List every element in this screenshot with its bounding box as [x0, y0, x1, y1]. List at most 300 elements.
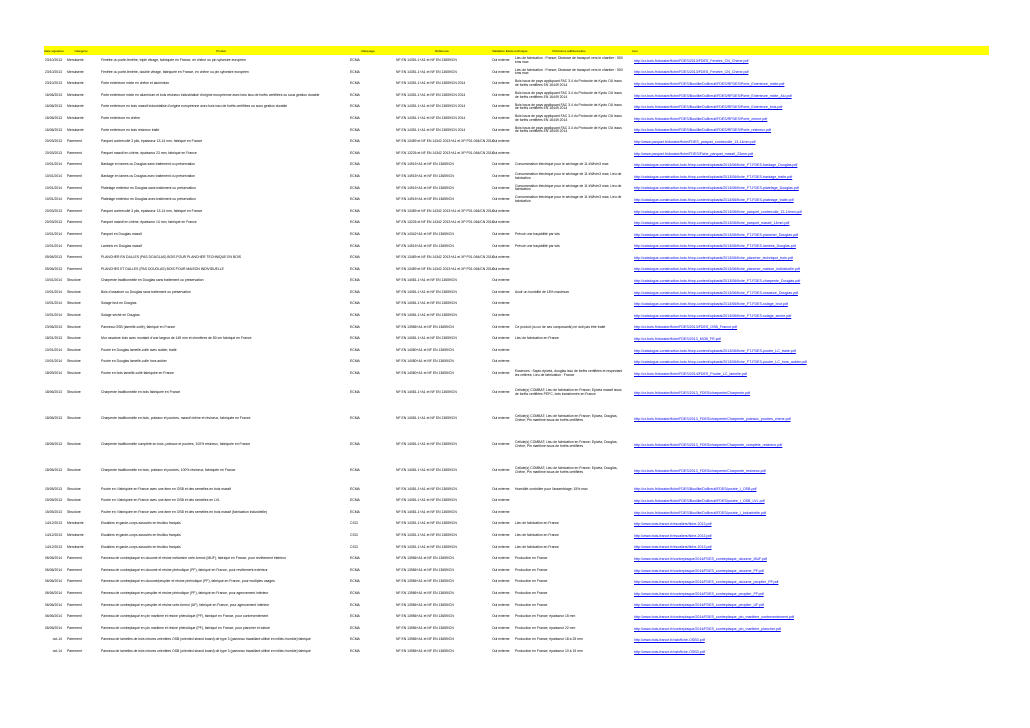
- cell-marquage: ECMA: [350, 324, 360, 329]
- table-row: [44, 287, 989, 299]
- cell-lien-link[interactable]: http://catalogue-construction-bois.fr/wp-content/uploads/2013/06/fiche_FT-FDES-ossature_Douglas.pdf: [634, 290, 799, 295]
- cell-observations: Production en France; épaisseur 22 mm: [515, 625, 576, 630]
- cell-date: 06/06/2014: [45, 579, 62, 584]
- cell-date: oct-14: [52, 637, 62, 642]
- cell-marquage: ECMA: [350, 648, 360, 653]
- cell-reference: NF EN 14351-1+A1 et NF EN 13659/CN 2014: [396, 127, 466, 132]
- cell-validite: Oui externe: [492, 185, 510, 190]
- cell-observations: Lieu de fabrication en France: [515, 521, 559, 526]
- cell-produit: Poutre en bois lamellé-collé fabriquée en France: [101, 371, 174, 376]
- cell-lien-link[interactable]: http://cr-bois.fr/dossier/fiche/FDES/Bouillie/DuBreuil/FDES/RFDES/Porte_chene.pdf: [634, 116, 768, 121]
- table-row: [44, 322, 989, 334]
- cell-produit: Platelage extérieur en Douglas sans traitement ou préservation: [101, 185, 196, 190]
- cell-categorie: Parement: [67, 139, 82, 144]
- cell-categorie: Structure: [67, 441, 81, 446]
- cell-categorie: Parement: [67, 556, 82, 561]
- cell-observations: Consommation électrique pour le séchage de 11 kWh/m3 max: [515, 162, 609, 167]
- cell-produit: Porte extérieure en bois massif industrialisé d'origine européenne avec bois issu de forêts certifiées ou sous gestion durable: [101, 104, 288, 109]
- cell-categorie: Menuiserie: [67, 69, 84, 74]
- cell-validite: Oui externe: [492, 58, 510, 62]
- cell-reference: NF EN 14915+A1 et NF EN 13659/CN: [396, 173, 454, 178]
- cell-categorie: Menuiserie: [67, 127, 84, 132]
- cell-observations: Essences : Sapin-épicéa, douglas issu de forêts certifiées et respectant les critères; Lieu de fabrication : France: [515, 369, 623, 377]
- cell-validite: Oui externe: [492, 208, 510, 213]
- cell-date: 06/06/2014: [45, 614, 62, 619]
- cell-marquage: ECMA: [350, 371, 360, 376]
- cell-date: 16/06/2013: [45, 115, 62, 120]
- cell-lien-link[interactable]: http://catalogue-construction-bois.fr/wp-content/uploads/2013/06/fiche_FT-FDES-lambris_Douglas.pdf: [634, 244, 796, 249]
- cell-produit: Parquet massif en chêne, épaisseur 23 mm, fabriqué en France: [101, 150, 197, 155]
- cell-date: 23/10/2013: [45, 81, 62, 86]
- table-row: [44, 183, 989, 195]
- header-row: [44, 46, 989, 55]
- cell-reference: NF EN 14081-1+A1 et NF EN 13659/CN: [396, 486, 457, 491]
- cell-reference: NF EN 13986+A1 et NF EN 13659/CN: [396, 625, 454, 630]
- cell-lien-link[interactable]: http://www.bois-france.fr/contreplaque/2014/FDES_contreplaque_pin_maritime_plancher.pdf: [634, 626, 781, 631]
- cell-categorie: Parement: [67, 162, 82, 167]
- cell-lien-link[interactable]: http://cr-bois.fr/dossier/fiche/FDES/Bouillie/DuBreuil/FDES/RFDES/Porte_Exterieure_mixte.pdf: [634, 81, 785, 86]
- cell-lien-link[interactable]: http://catalogue-construction-bois.fr/wp-content/uploads/2013/06/fiche_FT-FDES-solage_seche.pdf: [634, 313, 792, 318]
- cell-reference: NF EN 14081-1+A1 et NF EN 13659/CN: [396, 278, 457, 283]
- cell-validite: Oui externe: [492, 150, 510, 155]
- cell-date: 20/03/2013: [45, 150, 62, 155]
- cell-lien-link[interactable]: http://cr-bois.fr/dossier/fiche/FDES/2013_MOB_FR.pdf: [634, 337, 721, 342]
- table-row: [44, 90, 989, 102]
- cell-categorie: Parement: [67, 614, 82, 619]
- cell-categorie: Structure: [67, 278, 81, 283]
- cell-validite: Oui externe: [492, 486, 510, 491]
- cell-produit: Poutre en I fabriquée en France avec une âme en OSB et des semelles en bois massif: [101, 486, 232, 491]
- cell-produit: Fenêtre ou porte-fenêtre, triple vitrage, fabriquée en France, en chêne ou pin sylvestre européen: [101, 58, 246, 62]
- cell-date: oct-14: [52, 648, 62, 653]
- cell-categorie: Parement: [67, 266, 82, 271]
- cell-marquage: ECMA: [350, 590, 360, 595]
- table-row: [44, 125, 989, 137]
- cell-marquage: ECMA: [350, 556, 360, 561]
- cell-lien-link[interactable]: http://cr-bois.fr/dossier/fiche/FDES/2013/FDES_Fenetre_CN_Chene.pdf: [634, 58, 749, 63]
- table-row: [44, 217, 989, 229]
- header-reference: Référence: [435, 48, 449, 53]
- cell-lien-link[interactable]: http://www.bois-france.fr/contreplaque/2014/FDES_contreplaque_okoume_peuplier_PF.pdf: [634, 580, 779, 585]
- cell-produit: PLANCHES ET DALLES (PAS DOUGLAS) BOIS POUR MAISON INDIVIDUELLE: [101, 266, 224, 271]
- cell-validite: Oui externe: [492, 162, 510, 167]
- cell-produit: Mur ossature bois avec montant d'une largeur de 145 mm et chevêtres de 80 cm fabriqué en France: [101, 336, 252, 341]
- cell-categorie: Parement: [67, 567, 82, 572]
- cell-marquage: ECMA: [350, 255, 360, 260]
- cell-reference: NF EN 14351-1+A1 et NF EN 13659/CN 2014: [396, 104, 466, 109]
- cell-produit: Porte extérieure en bois résineux traité: [101, 127, 160, 132]
- cell-lien-link[interactable]: http://catalogue-construction-bois.fr/wp-content/uploads/2013/06/fiche_FT-FDES-poutre_LC_traite.pdf: [634, 348, 796, 353]
- cell-categorie: Menuiserie: [67, 521, 84, 526]
- cell-categorie: Structure: [67, 289, 81, 294]
- cell-marquage: ECMA: [350, 243, 360, 248]
- cell-reference: NF EN 14351-1+A1 et NF EN 13659/CN: [396, 69, 457, 74]
- cell-produit: Platelage extérieur en Douglas avec traitement ou préservation: [101, 197, 196, 202]
- cell-produit: Fenêtre ou porte-fenêtre, double vitrage, fabriquée en France, en chêne ou pin sylvestre européen: [101, 69, 249, 74]
- cell-date: 10/01/2014: [45, 185, 62, 190]
- cell-categorie: Parement: [67, 625, 82, 630]
- cell-marquage: ECMA: [350, 115, 360, 120]
- cell-categorie: Parement: [67, 185, 82, 190]
- cell-categorie: Structure: [67, 415, 81, 420]
- cell-marquage: ECMA: [350, 614, 360, 619]
- cell-categorie: Structure: [67, 336, 81, 341]
- cell-lien-link[interactable]: http://www.parquet.fr/dossier/fiche/FDES_parquet_contrecolle_13-14mm.pdf: [634, 139, 756, 144]
- cell-reference: NF EN 14351-1+A1 et NF EN 13659/CN: [396, 58, 457, 62]
- table-row: [44, 611, 989, 623]
- cell-lien-link[interactable]: http://catalogue-construction-bois.fr/wp-content/uploads/2013/06/fiche_plancher_maison_individuelle.pdf: [634, 267, 801, 272]
- cell-observations: Lieu de fabrication en France: [515, 336, 559, 341]
- cell-produit: Parquet massif en chêne, épaisseur 14 mm, fabriqué en France: [101, 220, 197, 225]
- table-row: [44, 67, 989, 79]
- cell-date: 14/12/2013: [45, 521, 62, 526]
- cell-categorie: Menuiserie: [67, 81, 84, 86]
- cell-date: 15/05/2013: [45, 509, 62, 514]
- cell-validite: Oui externe: [492, 301, 510, 306]
- cell-lien-link[interactable]: http://www.bois-france.fr/escaliers/fiche-2013.pdf: [634, 533, 712, 538]
- table-row: [44, 518, 989, 530]
- cell-date: 06/06/2014: [45, 567, 62, 572]
- cell-date: 20/03/2013: [45, 208, 62, 213]
- cell-lien-link[interactable]: http://catalogue-construction-bois.fr/wp-content/uploads/2013/06/fiche_FT-FDES-platelage_Douglas.pdf: [634, 186, 799, 191]
- cell-marquage: CSCI: [350, 521, 359, 526]
- table-row: [44, 206, 989, 218]
- cell-date: 18/09/2014: [45, 371, 62, 376]
- cell-produit: Panneau de contreplaqué en peuplier et résine urée-formol (UF), fabriqué en France, pour agencement intérieur: [101, 602, 270, 607]
- cell-reference: NF EN 14081-1+A1 et NF EN 13659/CN: [396, 509, 457, 514]
- cell-marquage: ECMA: [350, 197, 360, 202]
- header-observations: Précisions additionnelles: [552, 48, 586, 53]
- cell-produit: Charpente traditionnelle en bois, poteaux et poutres, 100% résineux, fabriquée en France: [101, 467, 236, 472]
- cell-lien-link[interactable]: http://cr-bois.fr/dossier/fiche/FDES/2013_FDES/charpente/Charpente_complete_resineux.pdf: [634, 442, 783, 447]
- cell-produit: Porte extérieure en chêne: [101, 115, 141, 120]
- cell-lien-link[interactable]: http://cr-bois.fr/dossier/fiche/FDES/Bouillie/DuBreuil/FDES/RFDES/Porte_Exterieure_bois.pdf: [634, 105, 783, 110]
- cell-lien-link[interactable]: http://www.bois-france.fr/escaliers/fiche-2013.pdf: [634, 522, 712, 527]
- table-row: [44, 600, 989, 612]
- cell-lien-link[interactable]: http://www.parquet.fr/dossier/fiche/FDES/Fiche_parquet_massif_23mm.pdf: [634, 151, 754, 156]
- cell-lien-link[interactable]: http://www.bois-france.fr/contreplaque/2014/FDES_contreplaque_peuplier_PF.pdf: [634, 591, 764, 596]
- cell-lien-link[interactable]: http://www.bois-france.fr/contreplaque/2014/FDES_contreplaque_peuplier_UF.pdf: [634, 603, 764, 608]
- cell-validite: Oui externe: [492, 231, 510, 236]
- cell-validite: Oui externe: [492, 69, 510, 74]
- cell-produit: Parquet contrecollé 3 plis, épaisseur 13-14 mm, fabriqué en France: [101, 139, 203, 144]
- cell-validite: Oui externe: [492, 324, 510, 329]
- cell-marquage: ECMA: [350, 127, 360, 132]
- cell-validite: Oui externe: [492, 81, 510, 86]
- cell-marquage: ECMA: [350, 389, 360, 394]
- cell-marquage: CSCI: [350, 544, 359, 549]
- cell-date: 06/06/2014: [45, 625, 62, 630]
- cell-reference: NF EN 14081-1+A1 et NF EN 13659/CN: [396, 301, 457, 306]
- cell-produit: Bardage en lames ou Douglas sans traitement ou préservation: [101, 162, 196, 167]
- cell-marquage: ECMA: [350, 567, 360, 572]
- cell-validite: Oui externe: [492, 266, 510, 271]
- cell-marquage: ECMA: [350, 509, 360, 514]
- cell-date: 10/01/2014: [45, 173, 62, 178]
- cell-lien-link[interactable]: http://www.bois-france.fr/contreplaque/2014/FDES_contreplaque_okoume_MUF.pdf: [634, 556, 767, 561]
- cell-lien-link[interactable]: http://cr-bois.fr/dossier/fiche/FDES/2013_FDES/charpente/Charpente_poteaux_poutres_chene.pdf: [634, 416, 791, 421]
- cell-categorie: Structure: [67, 467, 81, 472]
- cell-date: 10/01/2014: [45, 289, 62, 294]
- cell-produit: Panneau de contreplaqué en peuplier et résine phénolique (PF), fabriqué en France, pour agencement intérieur: [101, 590, 269, 595]
- cell-lien-link[interactable]: http://cr-bois.fr/dossier/fiche/FDES/2014/FDES_Poutre_LC_lamelle.pdf: [634, 371, 747, 376]
- table-row: [44, 495, 989, 507]
- cell-categorie: Parement: [67, 579, 82, 584]
- cell-produit: Parquet contrecollé 3 plis, épaisseur 13-14 mm, fabriqué en France: [101, 208, 203, 213]
- cell-validite: Oui externe: [492, 625, 510, 630]
- cell-lien-link[interactable]: http://cr-bois.fr/dossier/fiche/FDES/Bouillie/DuBreuil/FDES/poutre_I_OSB_LVL.pdf: [634, 499, 765, 504]
- cell-lien-link[interactable]: http://www.bois-france.fr/escaliers/fiche-2013.pdf: [634, 545, 712, 550]
- cell-marquage: ECMA: [350, 579, 360, 584]
- table-row: [44, 484, 989, 496]
- cell-lien-link[interactable]: http://catalogue-construction-bois.fr/wp-content/uploads/2013/06/fiche_FT-FDES-plancher_Douglas.pdf: [634, 232, 799, 237]
- cell-marquage: ECMA: [350, 359, 360, 364]
- cell-reference: NF EN 13986+A1 et NF EN 13659/CN: [396, 324, 454, 329]
- table-row: [44, 406, 989, 432]
- cell-observations: Humidité contrôlée pour l'assemblage; 15% max: [515, 486, 588, 491]
- table-row: [44, 553, 989, 565]
- cell-date: 06/06/2014: [45, 602, 62, 607]
- table-row: [44, 159, 989, 171]
- cell-marquage: ECMA: [350, 336, 360, 341]
- cell-reference: NF EN 13226 et NF EN 14342 2013+A1 et XP P01-064/CN 2014: [396, 220, 494, 225]
- cell-reference: NF EN 13489 et NF EN 14342 2013+A1 et XP P01-064/CN 2014: [396, 208, 494, 213]
- cell-categorie: Structure: [67, 371, 81, 376]
- cell-date: 16/06/2013: [45, 92, 62, 97]
- cell-date: 14/12/2013: [45, 544, 62, 549]
- cell-marquage: ECMA: [350, 58, 360, 62]
- cell-reference: NF EN 13226 et NF EN 14342 2013+A1 et XP P01-064/CN 2014: [396, 150, 494, 155]
- table-row: [44, 356, 989, 368]
- cell-lien-link[interactable]: http://cr-bois.fr/dossier/fiche/FDES/Bouillie/DuBreuil/FDES/RFDES/Porte_resineux.pdf: [634, 128, 772, 133]
- cell-validite: Oui externe: [492, 336, 510, 341]
- cell-reference: NF EN 13986+A1 et NF EN 13659/CN: [396, 648, 454, 653]
- cell-reference: NF EN 14351-1+A1 et NF EN 13659/CN 2014: [396, 115, 466, 120]
- cell-marquage: ECMA: [350, 139, 360, 144]
- cell-categorie: Parement: [67, 220, 82, 225]
- cell-reference: NF EN 13489 et NF EN 14342 2013+A1 et XP P01-064/CN 2014: [396, 139, 494, 144]
- cell-validite: Oui externe: [492, 509, 510, 514]
- table-row: [44, 298, 989, 310]
- cell-lien-link[interactable]: http://www.bois-france.fr/contreplaque/2014/FDES_contreplaque_okoume_PF.pdf: [634, 568, 764, 573]
- cell-date: 16/06/2013: [45, 104, 62, 109]
- cell-categorie: Parement: [67, 637, 82, 642]
- cell-produit: PLANCHER EN DALLES (PAS DOUGLAS) BOIS POUR PLANCHER TECHNIQUE EN BOIS: [101, 255, 242, 260]
- cell-reference: NF EN 14915+A1 et NF EN 13659/CN: [396, 243, 454, 248]
- cell-observations: Bois issus de pays appliquant FAC 3.4 du Protocole de Kyoto OU issus de forêts certifiées EN 16449 2014: [515, 125, 622, 134]
- cell-lien-link[interactable]: http://cr-bois.fr/dossier/fiche/FDES/2013/FDES_OSB_France.pdf: [634, 325, 738, 330]
- cell-produit: Solage séché en Douglas: [101, 313, 140, 318]
- table-row: [44, 565, 989, 577]
- cell-lien-link[interactable]: http://catalogue-construction-bois.fr/wp-content/uploads/2013/06/fiche_FT-FDES-poutre_LC_hors_aubier.pdf: [634, 360, 807, 365]
- cell-produit: Panneau de contreplaqué en pin maritime et résine phénolique (PF), fabriqué en France, pour plancher et toiture: [101, 625, 271, 630]
- cell-marquage: ECMA: [350, 173, 360, 178]
- cell-categorie: Structure: [67, 359, 81, 364]
- cell-observations: Prévoir une traçabilité par lots: [515, 231, 560, 236]
- cell-reference: NF EN 14081-1+A1 et NF EN 13659/CN: [396, 441, 457, 446]
- cell-produit: Bardage en lames ou Douglas avec traitement ou préservation: [101, 173, 196, 178]
- cell-produit: Poutre en Douglas lamellé-collé hors aubier: [101, 359, 167, 364]
- cell-produit: Lambris en Douglas massif: [101, 243, 142, 248]
- cell-lien-link[interactable]: http://cr-bois.fr/dossier/fiche/FDES/Bouillie/DuBreuil/FDES/poutre_I_industrielle.pdf: [634, 510, 767, 515]
- table-row: [44, 380, 989, 406]
- cell-produit: Bois d'ossature ou Douglas sans traitement ou préservation: [101, 289, 191, 294]
- spreadsheet: [44, 46, 989, 658]
- table-row: [44, 148, 989, 160]
- cell-validite: Oui externe: [492, 441, 510, 446]
- cell-observations: Production en France; épaisseur 18 à 25 mm: [515, 637, 583, 642]
- cell-reference: NF EN 14081-1+A1 et NF EN 13659/CN: [396, 498, 457, 503]
- cell-marquage: ECMA: [350, 104, 360, 109]
- cell-observations: Prévoir une traçabilité par lots: [515, 243, 560, 248]
- cell-produit: Panneau de contreplaqué en pin maritime et résine phénolique (PF), fabriqué en France, pour contreventement: [101, 614, 269, 619]
- cell-lien-link[interactable]: http://catalogue-construction-bois.fr/wp-content/uploads/2013/06/fiche_FT-FDES-charpente_Douglas.pdf: [634, 279, 801, 284]
- cell-marquage: ECMA: [350, 150, 360, 155]
- cell-observations: Bois issus de pays appliquant FAC 3.4 du Protocole de Kyoto OU issus de forêts certifiées EN 16449 2014: [515, 102, 622, 111]
- cell-date: 23/10/2013: [45, 69, 62, 74]
- cell-produit: Panneau OSB (lamellé-collé), fabriqué en France: [101, 324, 176, 329]
- cell-categorie: Parement: [67, 231, 82, 236]
- cell-reference: NF EN 14081-1+A1 et NF EN 13659/CN: [396, 313, 457, 318]
- table-row: [44, 333, 989, 345]
- cell-categorie: Parement: [67, 150, 82, 155]
- cell-lien-link[interactable]: http://www.bois-france.fr/osb/fiche-OSB3.pdf: [634, 638, 705, 643]
- cell-validite: Oui externe: [492, 556, 510, 561]
- cell-validite: Oui externe: [492, 289, 510, 294]
- cell-produit: Panneau de contreplaqué en okoumé et résine mélamine urée-formol (MUF), fabriqué en France, pour revêtement intérieur: [101, 556, 287, 561]
- cell-categorie: Parement: [67, 648, 82, 653]
- cell-lien-link[interactable]: http://cr-bois.fr/dossier/fiche/FDES/Bouillie/DuBreuil/FDES/poutre_I_OSB.pdf: [634, 487, 757, 492]
- cell-marquage: ECMA: [350, 347, 360, 352]
- cell-produit: Porte extérieure mixte en aluminium et bois résineux industrialisé d'origine européenne avec bois issu de forêts certifiées ou sous gestion durable: [101, 92, 320, 97]
- cell-produit: Charpente traditionnelle en Douglas sans traitement ou préservation: [101, 278, 204, 283]
- cell-observations: Cellule(s) COMBAT; Lieu de fabrication en France; Epicéa, Douglas, Chêne, Pin maritime issus de forêts certifiées: [515, 440, 618, 448]
- cell-marquage: ECMA: [350, 637, 360, 642]
- header-categorie: Catégorie: [74, 48, 88, 53]
- cell-lien-link[interactable]: http://catalogue-construction-bois.fr/wp-content/uploads/2013/06/fiche_parquet_massif_14mm.pdf: [634, 221, 790, 226]
- table-row: [44, 275, 989, 287]
- cell-observations: Production en France; épaisseur 10 à 15 mm: [515, 648, 583, 653]
- cell-validite: Oui externe: [492, 567, 510, 572]
- cell-validite: Oui externe: [492, 579, 510, 584]
- cell-observations: Consommation électrique pour le séchage de 11 kWh/m3 max; Lieu de fabrication: [515, 183, 622, 192]
- cell-reference: NF EN 14915+A1 et NF EN 13659/CN: [396, 185, 454, 190]
- table-body: [44, 55, 989, 658]
- cell-categorie: Structure: [67, 324, 81, 329]
- cell-lien-link[interactable]: http://www.bois-france.fr/contreplaque/2014/FDES_contreplaque_pin_maritime_contreventement.pdf: [634, 614, 795, 619]
- cell-lien-link[interactable]: http://catalogue-construction-bois.fr/wp-content/uploads/2013/06/fiche_FT-FDES-solage_brut.pdf: [634, 302, 788, 307]
- cell-categorie: Structure: [67, 313, 81, 318]
- cell-observations: Consommation électrique pour le séchage de 11 kWh/m3 max; Lieu de fabrication: [515, 172, 622, 180]
- cell-produit: Panneau de contreplaqué en okoumé et résine phénolique (PF), fabriqué en France, pour revêtement extérieur: [101, 567, 268, 572]
- cell-marquage: ECMA: [350, 208, 360, 213]
- cell-validite: Oui externe: [492, 389, 510, 394]
- cell-categorie: Parement: [67, 602, 82, 607]
- cell-date: 06/06/2014: [45, 556, 62, 561]
- table-row: [44, 646, 989, 658]
- cell-validite: Oui externe: [492, 139, 510, 144]
- cell-validite: Oui externe: [492, 243, 510, 248]
- cell-date: 18/01/2013: [45, 336, 62, 341]
- cell-observations: Bois issus de pays appliquant FAC 3.4 du Protocole de Kyoto OU issus de forêts certifiées EN 16449 2014: [515, 90, 622, 99]
- cell-observations: Production en France: [515, 567, 548, 572]
- cell-lien-link[interactable]: http://cr-bois.fr/dossier/fiche/FDES/2013_FDES/charpente/Charpente_resineux.pdf: [634, 468, 766, 473]
- cell-reference: NF EN 13986+A1 et NF EN 13659/CN: [396, 637, 454, 642]
- cell-produit: Charpente traditionnelle en bois fabriquée en France: [101, 389, 181, 394]
- cell-produit: Escaliers et garde-corps associés en feuillus français: [101, 533, 181, 537]
- cell-reference: NF EN 14080+A1 et NF EN 13659/CN: [396, 359, 454, 364]
- cell-marquage: ECMA: [350, 486, 360, 491]
- cell-date: 15/05/2013: [45, 498, 62, 503]
- cell-observations: Cellule(s) COMBAT; Lieu de fabrication en France; Epicéa massif issus de forêts certifiées PEFC, bois transformés en France: [515, 388, 622, 396]
- cell-produit: Poutre en I fabriquée en France avec une âme en OSB et des semelles en LVL: [101, 498, 220, 503]
- table-row: [44, 252, 989, 264]
- header-marquage: Marquage: [361, 48, 375, 53]
- cell-observations: Production en France: [515, 602, 548, 607]
- cell-lien-link[interactable]: http://catalogue-construction-bois.fr/wp-content/uploads/2013/06/fiche_parquet_contrecolle_13-14mm.pdf: [634, 209, 802, 214]
- cell-date: 10/01/2014: [45, 162, 62, 167]
- cell-produit: Charpente traditionnelle en bois, poteaux et poutres, massif chêne et résineux, fabriquée en France: [101, 415, 251, 420]
- cell-validite: Oui externe: [492, 521, 510, 526]
- cell-categorie: Structure: [67, 389, 81, 394]
- cell-categorie: Menuiserie: [67, 533, 84, 537]
- cell-observations: Ce produit (ou un de ses composants) ne doit pas être traité: [515, 324, 606, 329]
- cell-observations: Lieu de fabrication en France: [515, 533, 559, 537]
- cell-lien-link[interactable]: http://catalogue-construction-bois.fr/wp-content/uploads/2013/06/fiche_FT-FDES-platelage_traite.pdf: [634, 197, 794, 202]
- cell-categorie: Menuiserie: [67, 104, 84, 109]
- header-produit: Produit: [216, 48, 226, 53]
- cell-marquage: ECMA: [350, 313, 360, 318]
- table-row: [44, 368, 989, 380]
- cell-validite: Oui externe: [492, 173, 510, 178]
- table-row: [44, 229, 989, 241]
- cell-marquage: ECMA: [350, 602, 360, 607]
- cell-validite: Oui externe: [492, 467, 510, 472]
- cell-reference: NF EN 13986+A1 et NF EN 13659/CN: [396, 602, 454, 607]
- cell-date: 16/06/2013: [45, 127, 62, 132]
- cell-reference: NF EN 14915+A1 et NF EN 13659/CN: [396, 197, 454, 202]
- cell-validite: Oui externe: [492, 92, 510, 97]
- cell-reference: NF EN 14081-1+A1 et NF EN 13659/CN: [396, 389, 457, 394]
- cell-marquage: CSCI: [350, 533, 359, 537]
- cell-lien-link[interactable]: http://catalogue-construction-bois.fr/wp-content/uploads/2013/06/fiche_FT-FDES-bardage_Douglas.pdf: [634, 163, 798, 168]
- table-row: [44, 113, 989, 125]
- cell-categorie: Parement: [67, 255, 82, 260]
- cell-lien-link[interactable]: http://cr-bois.fr/dossier/fiche/FDES/2013_FDES/charpente/Charpente.pdf: [634, 390, 751, 395]
- cell-validite: Oui externe: [492, 590, 510, 595]
- cell-reference: NF EN 13986+A1 et NF EN 13659/CN: [396, 579, 454, 584]
- cell-lien-link[interactable]: http://catalogue-construction-bois.fr/wp-content/uploads/2013/06/fiche_FT-FDES-bardage_traite.pdf: [634, 174, 793, 179]
- cell-validite: Oui externe: [492, 602, 510, 607]
- cell-validite: Oui externe: [492, 127, 510, 132]
- cell-reference: NF EN 14342+A1 et NF EN 13659/CN: [396, 231, 454, 236]
- cell-validite: Oui externe: [492, 415, 510, 420]
- table-row: [44, 634, 989, 646]
- cell-produit: Parquet en Douglas massif: [101, 231, 142, 236]
- cell-reference: NF EN 14080+A1 et NF EN 13659/CN: [396, 347, 454, 352]
- cell-categorie: Structure: [67, 301, 81, 306]
- cell-lien-link[interactable]: http://catalogue-construction-bois.fr/wp-content/uploads/2013/06/fiche_plancher_technique_bois.pdf: [634, 255, 793, 260]
- cell-reference: NF EN 14351-1+A1 et NF EN 13659/CN: [396, 533, 457, 537]
- cell-produit: Solage brut en Douglas: [101, 301, 137, 306]
- cell-lien-link[interactable]: http://cr-bois.fr/dossier/fiche/FDES/Bouillie/DuBreuil/FDES/RFDES/Porte_Exterieure_mixte_Alu.pdf: [634, 93, 792, 98]
- cell-observations: Lieu de fabrication : France; Distance de transport vers le chantier : 500 kms max: [515, 67, 623, 76]
- cell-date: 10/01/2014: [45, 278, 62, 283]
- cell-lien-link[interactable]: http://cr-bois.fr/dossier/fiche/FDES/2013/FDES_Fenetre_CN_Chene.pdf: [634, 70, 749, 75]
- cell-lien-link[interactable]: http://www.bois-france.fr/osb/fiche-OSB3.pdf: [634, 649, 705, 654]
- cell-observations: Production en France; épaisseur 15 mm: [515, 614, 576, 619]
- cell-categorie: Parement: [67, 173, 82, 178]
